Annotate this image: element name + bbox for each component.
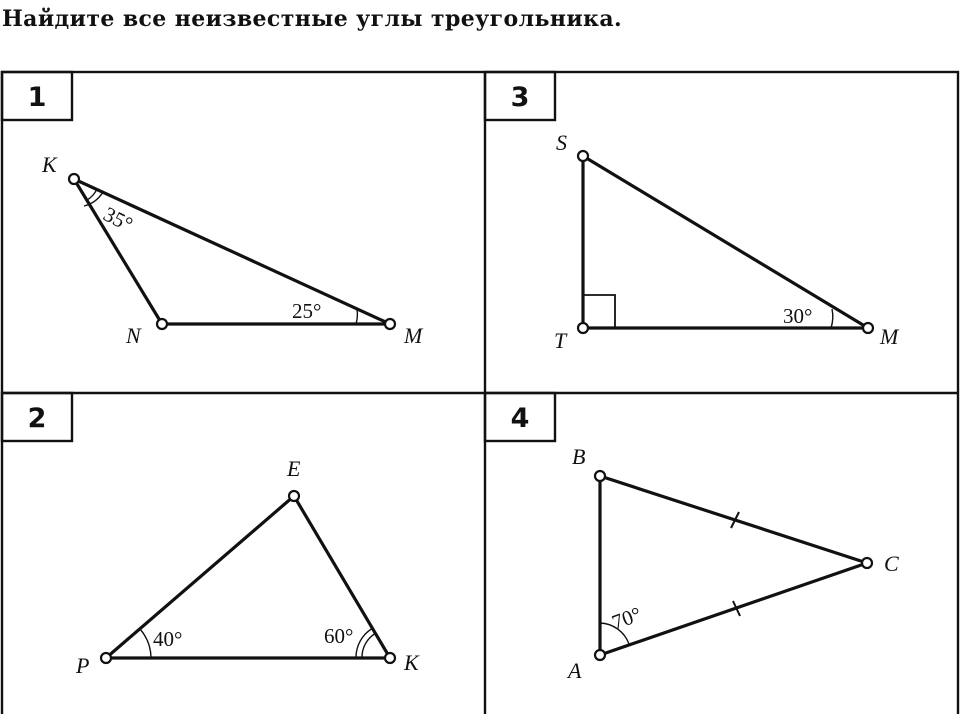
panel-grid [2,72,958,714]
vertex-label-k: K [42,152,57,177]
vertex-b [595,471,605,481]
vertex-k [69,174,79,184]
angle-label-k2: 60° [324,624,354,648]
vertex-label-t: T [554,328,567,353]
angle-label-p: 40° [153,627,183,651]
triangle-bca-sides [600,476,867,655]
vertex-label-m: M [404,323,423,348]
triangle-stm [554,130,900,353]
vertex-label-e: E [287,456,301,481]
triangle-knm [41,152,424,348]
vertex-e [289,491,299,501]
triangle-knm-sides [74,179,390,324]
right-angle-mark-t [583,295,615,328]
panel-number-tabs [2,72,555,441]
panel-number-2: 2 [27,403,47,434]
angle-arc-p [140,629,151,658]
vertex-label-b: B [572,444,586,469]
triangle-stm-sides [583,156,868,328]
vertex-label-s: S [556,130,567,155]
vertex-a [595,650,605,660]
angle-arc-m3 [831,309,833,328]
angle-arc-k-inner [87,189,97,200]
vertex-label-a: A [568,658,582,683]
vertex-m [385,319,395,329]
vertex-m3 [863,323,873,333]
angle-arc-k2-inner [362,633,376,658]
vertex-label-p: P [76,653,90,678]
vertex-n [157,319,167,329]
angle-label-m: 25° [292,299,322,323]
angle-label-a: 70° [608,601,645,635]
triangle-bca [566,444,899,683]
vertex-label-c: C [884,551,899,576]
panel-number-4: 4 [510,403,530,434]
angle-arc-k2-outer [356,628,373,658]
vertex-t [578,323,588,333]
vertex-c [862,558,872,568]
panel-number-3: 3 [510,82,530,113]
angle-arc-m [356,309,357,324]
vertex-label-m3: M [880,324,899,349]
panel-number-1: 1 [27,82,47,113]
vertex-k2 [385,653,395,663]
vertex-label-n: N [126,323,141,348]
triangle-epk [75,456,420,678]
vertex-label-k2: K [404,650,419,675]
angle-label-m3: 30° [783,304,813,328]
vertex-s [578,151,588,161]
vertex-p [101,653,111,663]
angle-label-k: 35° [99,201,137,237]
task-title: Найдите все неизвестные углы треугольника. [2,6,623,32]
